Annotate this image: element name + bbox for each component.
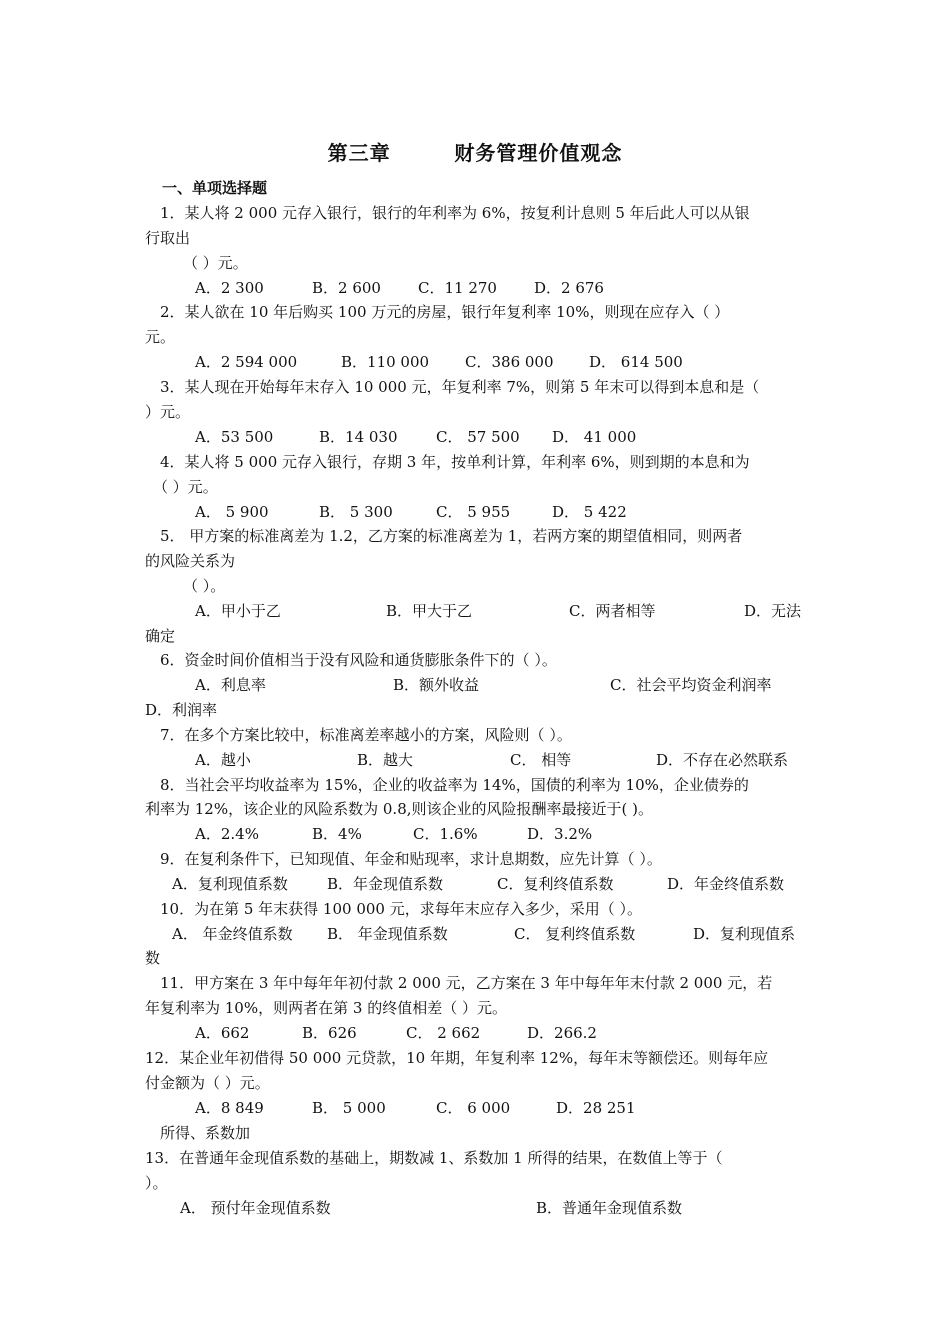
question-4-text-cont: （ ）元。 [153, 478, 218, 496]
question-5-text-cont: 的风险关系为 [145, 552, 236, 570]
question-10-text: 10．为在第 5 年末获得 100 000 元，求每年末应存入多少，采用（ ）。 [160, 900, 643, 918]
question-13-option-a: A． 预付年金现值系数 [180, 1199, 331, 1217]
question-5-option-a: A．甲小于乙 [195, 602, 281, 620]
question-2-option-c: C．386 000 [465, 353, 554, 371]
question-3-option-a: A．53 500 [195, 428, 274, 446]
question-10-option-b: B． 年金现值系数 [327, 925, 448, 943]
question-4-option-d: D． 5 422 [552, 503, 627, 521]
question-7-option-d: D．不存在必然联系 [656, 751, 789, 769]
question-6-option-b: B．额外收益 [393, 676, 480, 694]
question-5-text: 5． 甲方案的标准离差为 1.2，乙方案的标准离差为 1，若两方案的期望值相同，则两者 [160, 527, 743, 545]
question-10-option-d-wrap: 数 [145, 949, 161, 967]
question-12-option-c: C． 6 000 [436, 1099, 511, 1117]
question-1-option-c: C．11 270 [418, 279, 497, 297]
question-1-text: 1．某人将 2 000 元存入银行，银行的年利率为 6%，按复利计息则 5 年后此人可以从银 [160, 204, 750, 222]
question-3-text: 3．某人现在开始每年末存入 10 000 元，年复利率 7%，则第 5 年末可以得到本息和是（ [160, 378, 760, 396]
question-3-option-d: D． 41 000 [552, 428, 637, 446]
question-6-option-d: D．利润率 [145, 701, 218, 719]
question-8-option-d: D．3.2% [527, 825, 593, 843]
question-7-text: 7．在多个方案比较中，标准离差率越小的方案，风险则（ ）。 [160, 726, 572, 744]
question-9-option-a: A．复利现值系数 [172, 875, 288, 893]
question-9-option-d: D．年金终值系数 [667, 875, 785, 893]
question-2-option-a: A．2 594 000 [195, 353, 298, 371]
question-4-option-b: B． 5 300 [319, 503, 393, 521]
question-7-option-b: B．越大 [357, 751, 414, 769]
question-2-text: 2．某人欲在 10 年后购买 100 万元的房屋，银行年复利率 10%，则现在应存入（ ） [160, 303, 730, 321]
question-8-text: 8．当社会平均收益率为 15%，企业的收益率为 14%，国债的利率为 10%，企业债券的 [160, 776, 749, 794]
stray-text-fragment: 所得、系数加 [160, 1124, 251, 1142]
question-10-option-c: C． 复利终值系数 [514, 925, 636, 943]
question-11-option-a: A．662 [195, 1024, 250, 1042]
question-8-option-c: C．1.6% [413, 825, 478, 843]
question-10-option-d: D．复利现值系 [693, 925, 796, 943]
question-9-text: 9．在复利条件下，已知现值、年金和贴现率，求计息期数，应先计算（ ）。 [160, 850, 662, 868]
question-1-text-cont: 行取出 [145, 229, 191, 247]
section-heading: 一、单项选择题 [162, 179, 268, 197]
question-9-option-b: B．年金现值系数 [327, 875, 444, 893]
page-title: 第三章 财务管理价值观念 [327, 141, 623, 165]
question-11-option-d: D．266.2 [527, 1024, 597, 1042]
question-11-text: 11．甲方案在 3 年中每年年初付款 2 000 元，乙方案在 3 年中每年年末付款 2 000 元，若 [160, 974, 773, 992]
question-6-option-a: A．利息率 [195, 676, 266, 694]
question-12-text-cont: 付金额为（ ）元。 [145, 1074, 270, 1092]
question-11-option-c: C． 2 662 [406, 1024, 481, 1042]
question-8-text-cont: 利率为 12%，该企业的风险系数为 0.8,则该企业的风险报酬率最接近于( )。 [145, 800, 653, 818]
question-6-option-c: C．社会平均资金利润率 [610, 676, 772, 694]
question-6-text: 6．资金时间价值相当于没有风险和通货膨胀条件下的（ ）。 [160, 651, 557, 669]
question-12-option-a: A．8 849 [195, 1099, 264, 1117]
question-12-text: 12．某企业年初借得 50 000 元贷款，10 年期，年复利率 12%，每年末等额偿还。则每年应 [145, 1049, 769, 1067]
question-3-option-c: C． 57 500 [436, 428, 520, 446]
question-2-option-d: D． 614 500 [589, 353, 683, 371]
question-5-option-d: D．无法 [744, 602, 802, 620]
question-10-option-a: A． 年金终值系数 [172, 925, 293, 943]
question-7-option-c: C． 相等 [510, 751, 572, 769]
question-13-option-b: B．普通年金现值系数 [536, 1199, 683, 1217]
question-12-option-d: D．28 251 [556, 1099, 636, 1117]
question-13-text: 13．在普通年金现值系数的基础上，期数减 1、系数加 1 所得的结果，在数值上等于（ [145, 1149, 723, 1167]
question-1-option-a: A．2 300 [195, 279, 264, 297]
question-3-text-cont: ）元。 [145, 403, 191, 421]
question-13-text-cont: ）。 [145, 1174, 168, 1192]
question-1-option-b: B．2 600 [312, 279, 381, 297]
question-8-option-a: A．2.4% [195, 825, 259, 843]
question-1-option-d: D．2 676 [534, 279, 604, 297]
question-5-option-c: C．两者相等 [569, 602, 656, 620]
question-7-option-a: A．越小 [195, 751, 251, 769]
question-3-option-b: B．14 030 [319, 428, 398, 446]
question-5-text-blank: （ ）。 [183, 577, 226, 595]
question-5-option-b: B．甲大于乙 [386, 602, 473, 620]
question-4-text: 4．某人将 5 000 元存入银行，存期 3 年，按单利计算，年利率 6%，则到期的本息和为 [160, 453, 750, 471]
question-1-text-blank: （ ）元。 [183, 254, 248, 272]
question-5-option-d-wrap: 确定 [145, 627, 176, 645]
question-2-option-b: B．110 000 [341, 353, 430, 371]
question-4-option-a: A． 5 900 [195, 503, 269, 521]
question-2-text-cont: 元。 [145, 328, 176, 346]
question-8-option-b: B．4% [312, 825, 362, 843]
question-9-option-c: C．复利终值系数 [497, 875, 614, 893]
question-11-text-cont: 年复利率为 10%，则两者在第 3 的终值相差（ ）元。 [145, 999, 507, 1017]
question-4-option-c: C． 5 955 [436, 503, 511, 521]
question-11-option-b: B．626 [302, 1024, 357, 1042]
question-12-option-b: B． 5 000 [312, 1099, 386, 1117]
